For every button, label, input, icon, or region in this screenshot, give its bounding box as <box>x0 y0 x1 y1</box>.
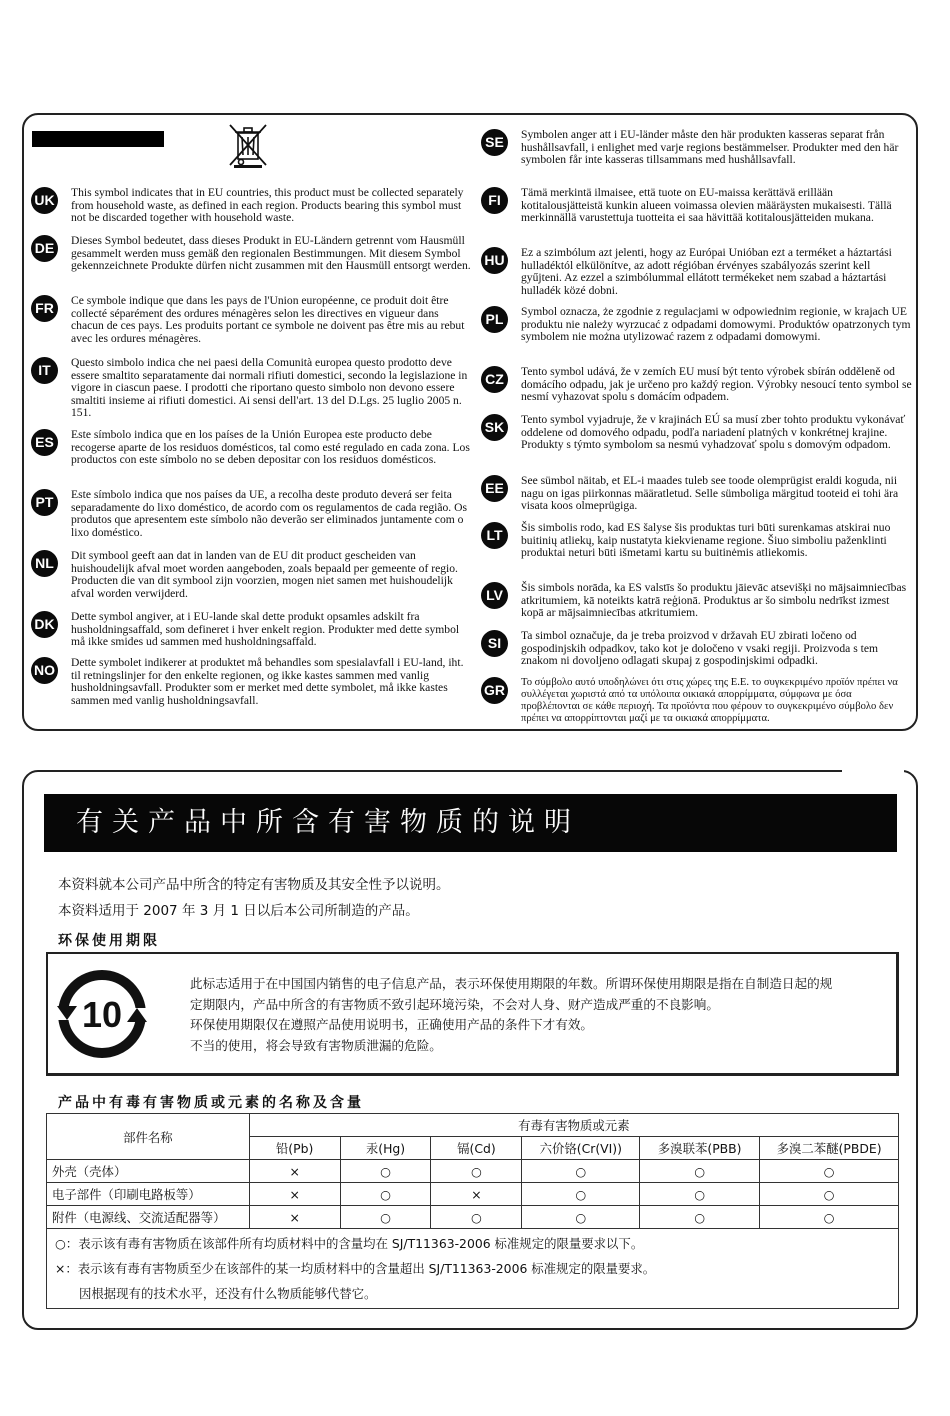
part-name: 外壳（壳体） <box>47 1160 250 1183</box>
lang-entry-si <box>481 630 913 677</box>
language-badge: SE <box>481 129 508 156</box>
efup-description <box>190 974 890 1056</box>
efup-line: 环保使用期限仅在遵照产品使用说明书，正确使用产品的条件下才有效。 <box>190 1017 593 1032</box>
cell-pbde: ○ <box>760 1160 899 1183</box>
cell-pb: × <box>249 1160 340 1183</box>
table-row <box>47 1160 899 1183</box>
part-name: 电子部件（印刷电路板等） <box>47 1183 250 1206</box>
lang-entry-lv <box>481 582 913 630</box>
language-badge: DK <box>31 611 58 638</box>
substance-header: 六价铬(Cr(VI)) <box>522 1137 640 1160</box>
lang-text: Este símbolo indica que nos países da UE, a recolha deste produto deverá ser feita separadamente do lixo doméstico, de acordo com os regulamentos de cada região. Os produtos que apresentem este símbolo não deverão ser eliminados juntamente com o lixo doméstico. <box>71 488 467 539</box>
lang-entry-it <box>31 357 471 429</box>
lang-text: Symbolen anger att i EU-länder måste den här produkten kasseras separat från hushållsavfall, i enlighet med varje regions bestämmelser. Produkter med den här symbolen får inte kasseras tillsammans med hushållsavfall. <box>521 128 899 167</box>
efup-box <box>46 952 899 1076</box>
intro-line: 本资料就本公司产品中所含的特定有害物质及其安全性予以说明。 <box>58 877 450 893</box>
substances-table <box>46 1113 899 1309</box>
border-gap <box>842 768 904 776</box>
cell-pbb: ○ <box>640 1206 760 1229</box>
cell-cd: ○ <box>431 1160 522 1183</box>
lang-entry-hu <box>481 247 913 306</box>
language-badge: DE <box>31 235 58 262</box>
efup-line: 此标志适用于在中国国内销售的电子信息产品，表示环保使用期限的年数。所谓环保使用期限是指在自制造日起的规 <box>190 976 833 991</box>
lang-text: Dette symbol angiver, at i EU-lande skal dette produkt opsamles adskilt fra husholdningsaffald, som defineret i hver enkelt region. Produkter med dette symbol må ikke smides ud sammen med husholdningsaffald. <box>71 610 460 649</box>
language-badge: LV <box>481 582 508 609</box>
rohs-intro <box>58 872 450 924</box>
language-badge: EE <box>481 475 508 502</box>
cell-hg: ○ <box>340 1160 431 1183</box>
cell-pbde: ○ <box>760 1206 899 1229</box>
weee-notice-panel <box>22 113 918 731</box>
crossed-out-wheelie-bin-icon <box>226 121 270 169</box>
note-line: ×：表示该有毒有害物质至少在该部件的某一均质材料中的含量超出 SJ/T11363-2006 标准规定的限量要求。 <box>55 1261 656 1276</box>
language-badge: SK <box>481 414 508 441</box>
table-heading: 产品中有毒有害物质或元素的名称及含量 <box>58 1095 364 1111</box>
lang-entry-pl <box>481 306 913 366</box>
lang-text: Ta simbol označuje, da je treba proizvod v državah EU zbirati ločeno od gospodinjskih odpadkov, tako kot je določeno v vsaki regiji. Proizvoda s tem znakom ni dovoljeno odlagati skupaj z gospodinjskimi odpadki. <box>521 629 878 668</box>
cell-pbb: ○ <box>640 1183 760 1206</box>
lang-text: Tento symbol udává, že v zemích EU musí být tento výrobek sbírán odděleně od domácího odpadu, jak je určeno pro každý region. Výrobky nesoucí tento symbol se nesmí vyhazovat spolu s domácím odpadem. <box>521 365 912 404</box>
intro-line: 本资料适用于 2007 年 3 月 1 日以后本公司所制造的产品。 <box>58 903 419 919</box>
substance-header: 铅(Pb) <box>249 1137 340 1160</box>
substance-header: 多溴二苯醚(PBDE) <box>760 1137 899 1160</box>
lang-entry-de <box>31 235 471 295</box>
table-row <box>47 1183 899 1206</box>
lang-entry-cz <box>481 366 913 414</box>
efup-number: 10 <box>81 994 123 1035</box>
weee-left-column <box>31 187 471 717</box>
lang-entry-ee <box>481 475 913 522</box>
lang-entry-sk <box>481 414 913 475</box>
efup-heading: 环保使用期限 <box>58 933 160 949</box>
lang-entry-uk <box>31 187 471 235</box>
note-line: ○：表示该有毒有害物质在该部件所有均质材料中的含量均在 SJ/T11363-2006 标准规定的限量要求以下。 <box>55 1236 644 1251</box>
lang-entry-gr <box>481 677 913 729</box>
lang-entry-fi <box>481 187 913 247</box>
efup-line: 定期限内，产品中所含的有害物质不致引起环境污染，不会对人身、财产造成严重的不良影响。 <box>190 996 719 1012</box>
cell-cr6: ○ <box>522 1183 640 1206</box>
lang-entry-es <box>31 429 471 489</box>
cell-hg: ○ <box>340 1183 431 1206</box>
lang-entry-pt <box>31 489 471 550</box>
language-badge: NO <box>31 657 58 684</box>
language-badge: PT <box>31 489 58 516</box>
language-badge: GR <box>481 677 508 704</box>
language-badge: FR <box>31 295 58 322</box>
lang-text: Symbol oznacza, że zgodnie z regulacjami w odpowiednim regionie, w krajach UE produktu nie należy wyrzucać z odpadami domowymi. Produktów opatrzonych tym symbolem nie można utylizować razem z odpadami domowymi. <box>521 305 911 344</box>
lang-text: Το σύμβολο αυτό υποδηλώνει ότι στις χώρες της Ε.Ε. το συγκεκριμένο προϊόν πρέπει να συλλέγεται χωριστά από τα υπόλοιπα οικιακά απορρίμματα, σύμφωνα με όσα προβλέπονται σε κάθε περιοχή. Τα προϊόντα που φέρουν το συγκεκριμένο σύμβολο δεν πρέπει να απορρίπτονται μαζί με τα οικιακά απορρίμματα. <box>521 677 898 724</box>
substances-group-header: 有毒有害物质或元素 <box>249 1114 898 1137</box>
lang-text: Questo simbolo indica che nei paesi della Comunità europea questo prodotto deve essere smaltito separatamente dai normali rifiuti domestici, secondo la legislazione in vigore in ciascun paese. I prodotti che riportano questo simbolo non devono essere smaltiti insieme ai rifiuti domestici. Ai sensi dell'art. 13 del D.Lgs. 25 luglio 2005 n. 151. <box>71 356 468 420</box>
cell-cr6: ○ <box>522 1160 640 1183</box>
rohs-title: 有关产品中所含有害物质的说明 <box>44 794 897 852</box>
weee-right-column <box>481 129 913 729</box>
cell-cd: ○ <box>431 1206 522 1229</box>
notes-row <box>47 1229 899 1309</box>
header-black-bar <box>32 131 164 147</box>
lang-text: Dieses Symbol bedeutet, dass dieses Produkt in EU-Ländern getrennt vom Hausmüll gesammelt werden muss gemäß den regionalen Bestimmungen. Mit diesem Symbol gekennzeichnete Produkte dürfen nicht zusammen mit den Hausmüll entsorgt werden. <box>71 234 471 273</box>
cell-pbde: ○ <box>760 1183 899 1206</box>
lang-text: Ez a szimbólum azt jelenti, hogy az Európai Unióban ezt a terméket a háztartási hulladéktól elkülönítve, az adott régióban érvényes szabályozás szerint kell gyűjteni. Az ezzel a szimbólummal ellátott termékeket nem szabad a háztartási hulladék közé dobni. <box>521 246 892 297</box>
part-name: 附件（电源线、交流适配器等） <box>47 1206 250 1229</box>
language-badge: ES <box>31 429 58 456</box>
lang-text: Tento symbol vyjadruje, že v krajinách EÚ sa musí zber tohto produktu vykonávať oddelene od domového odpadu, podľa nariadení platných v konkrétnej krajine. Produkty s týmto symbolom sa nesmú vyhadzovať spolu s domovým odpadom. <box>521 413 906 452</box>
substance-header: 镉(Cd) <box>431 1137 522 1160</box>
language-badge: UK <box>31 187 58 214</box>
lang-text: Tämä merkintä ilmaisee, että tuote on EU-maissa kerättävä erillään kotitalousjätteistä kunkin alueen voimassa olevien määräysten mukaisesti. Tällä merkinnällä varustettuja tuotteita ei saa hävittää kotitalousjätteiden mukana. <box>521 186 892 225</box>
cell-pb: × <box>249 1183 340 1206</box>
language-badge: SI <box>481 630 508 657</box>
cell-cr6: ○ <box>522 1206 640 1229</box>
part-name-header: 部件名称 <box>47 1114 250 1160</box>
efup-10-year-logo-icon <box>56 968 148 1060</box>
table-row <box>47 1206 899 1229</box>
cell-hg: ○ <box>340 1206 431 1229</box>
note-line: 因根据现有的技术水平，还没有什么物质能够代替它。 <box>79 1286 377 1301</box>
table-notes <box>47 1229 899 1309</box>
lang-text: Este símbolo indica que en los países de la Unión Europea este producto debe recogerse aparte de los residuos domésticos, tal como esté regulado en cada zona. Los productos con este símbolo no se deben depositar con los residuos domésticos. <box>71 428 470 467</box>
cell-pb: × <box>249 1206 340 1229</box>
lang-text: Šis simbolis rodo, kad ES šalyse šis produktas turi būti surenkamas atskirai nuo buitinių atliekų, kaip nustatyta kiekviename regione. Šiuo simboliu paženklinti produktai neturi būti išmetami kartu su buitinėmis atliekomis. <box>521 521 891 560</box>
lang-entry-no <box>31 657 471 717</box>
language-badge: CZ <box>481 366 508 393</box>
lang-text: Dit symbool geeft aan dat in landen van de EU dit product gescheiden van huishoudelijk afval moet worden aangeboden, zoals bepaald per gemeente of regio. Producten die van dit symbool zijn voorzien, mogen niet samen met huishoudelijk afval worden verwijderd. <box>71 549 458 600</box>
cell-cd: × <box>431 1183 522 1206</box>
lang-text: See sümbol näitab, et EL-i maades tuleb see toode olemprügist eraldi koguda, nii nagu on igas piirkonnas määratletud. Selle sümboliga märgitud tooteid ei tohi ära visata koos olmeprügiga. <box>521 474 899 513</box>
language-badge: FI <box>481 187 508 214</box>
lang-text: This symbol indicates that in EU countries, this product must be collected separately from household waste, as defined in each region. Products bearing this symbol must not be discarded together with household waste. <box>71 186 464 225</box>
language-badge: HU <box>481 247 508 274</box>
lang-text: Ce symbole indique que dans les pays de l'Union européenne, ce produit doit être collecté séparément des ordures ménagères selon les directives en vigueur dans chacun de ces pays. Les produits portant ce symbole ne doivent pas être mis au rebut avec les ordures ménagères. <box>71 294 465 345</box>
language-badge: IT <box>31 357 58 384</box>
language-badge: NL <box>31 550 58 577</box>
china-rohs-panel <box>22 770 918 1330</box>
lang-entry-se <box>481 129 913 187</box>
substance-header: 汞(Hg) <box>340 1137 431 1160</box>
lang-entry-fr <box>31 295 471 357</box>
lang-entry-dk <box>31 611 471 657</box>
language-badge: LT <box>481 522 508 549</box>
lang-entry-lt <box>481 522 913 582</box>
lang-entry-nl <box>31 550 471 611</box>
language-badge: PL <box>481 306 508 333</box>
cell-pbb: ○ <box>640 1160 760 1183</box>
lang-text: Dette symbolet indikerer at produktet må behandles som spesialavfall i EU-land, iht. til retningslinjer for den enkelte regionen, og ikke kastes sammen med vanlig husholdningsavfall. Produkter som er merket med dette symbolet, må ikke kastes sammen med vanlig husholdningsavfall. <box>71 656 464 707</box>
substance-header: 多溴联苯(PBB) <box>640 1137 760 1160</box>
efup-line: 不当的使用，将会导致有害物质泄漏的危险。 <box>190 1037 442 1053</box>
lang-text: Šis simbols norāda, ka ES valstīs šo produktu jāievāc atsevišķi no mājsaimniecības atkritumiem, kā noteikts katrā reģionā. Produktus ar šo simbolu nedrīkst izmest kopā ar mājsaimniecības atkritumiem. <box>521 581 907 620</box>
